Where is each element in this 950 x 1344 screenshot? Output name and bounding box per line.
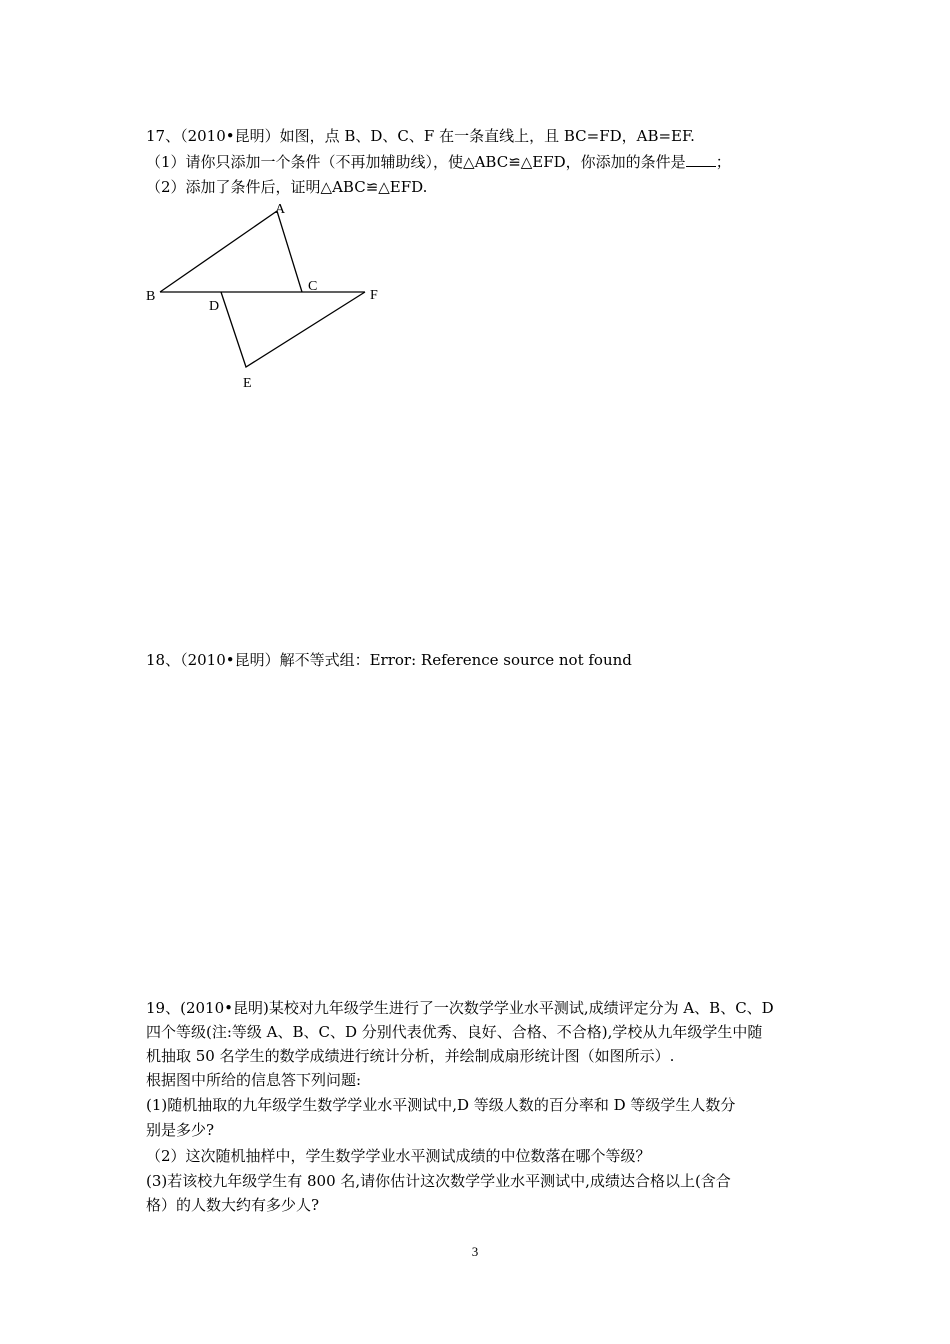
q19-instruction: 根据图中所给的信息答下列问题:: [146, 1071, 362, 1089]
q17-part1-suffix: ；: [715, 153, 731, 171]
label-b: B: [146, 289, 156, 304]
label-a: A: [275, 202, 286, 217]
q18-stem: 18、（2010•昆明）解不等式组：Error: Reference source not found: [146, 651, 632, 669]
q17-part1: [146, 151, 731, 173]
q19-stem-line2: 四个等级(注:等级 A、B、C、D 分别代表优秀、良好、合格、不合格),学校从九年级学生中随: [146, 1023, 763, 1041]
page-number: 3: [471, 1244, 479, 1259]
q19-stem-line3: 机抽取 50 名学生的数学成绩进行统计分析，并绘制成扇形统计图（如图所示）.: [146, 1047, 675, 1065]
q19-part2: （2）这次随机抽样中，学生数学学业水平测试成绩的中位数落在哪个等级？: [146, 1147, 651, 1165]
q19-part1-line1: (1)随机抽取的九年级学生数学学业水平测试中,D 等级人数的百分率和 D 等级学生人数分: [146, 1096, 736, 1114]
label-e: E: [243, 376, 252, 391]
q19-part1-line2: 别是多少?: [146, 1121, 215, 1139]
q19-part3-line1: (3)若该校九年级学生有 800 名,请你估计这次数学学业水平测试中,成绩达合格以上(含合: [146, 1172, 731, 1190]
label-d: D: [209, 299, 220, 314]
label-c: C: [308, 279, 318, 294]
q17-stem: 17、（2010•昆明）如图，点 B、D、C、F 在一条直线上，且 BC=FD，AB=EF.: [146, 127, 695, 145]
label-f: F: [370, 288, 378, 303]
triangle-abc-sides: [160, 211, 302, 292]
q19-stem-line1: 19、(2010•昆明)某校对九年级学生进行了一次数学学业水平测试,成绩评定分为 A、B、C、D: [146, 999, 774, 1017]
q17-part2: （2）添加了条件后，证明△ABC≌△EFD.: [146, 178, 428, 196]
q17-part1-text: （1）请你只添加一个条件（不再加辅助线），使△ABC≌△EFD，你添加的条件是: [146, 153, 686, 171]
triangle-def-sides: [221, 292, 365, 367]
answer-blank: [686, 152, 716, 167]
triangle-figure: [140, 196, 400, 396]
q19-part3-line2: 格）的人数大约有多少人?: [146, 1196, 320, 1214]
